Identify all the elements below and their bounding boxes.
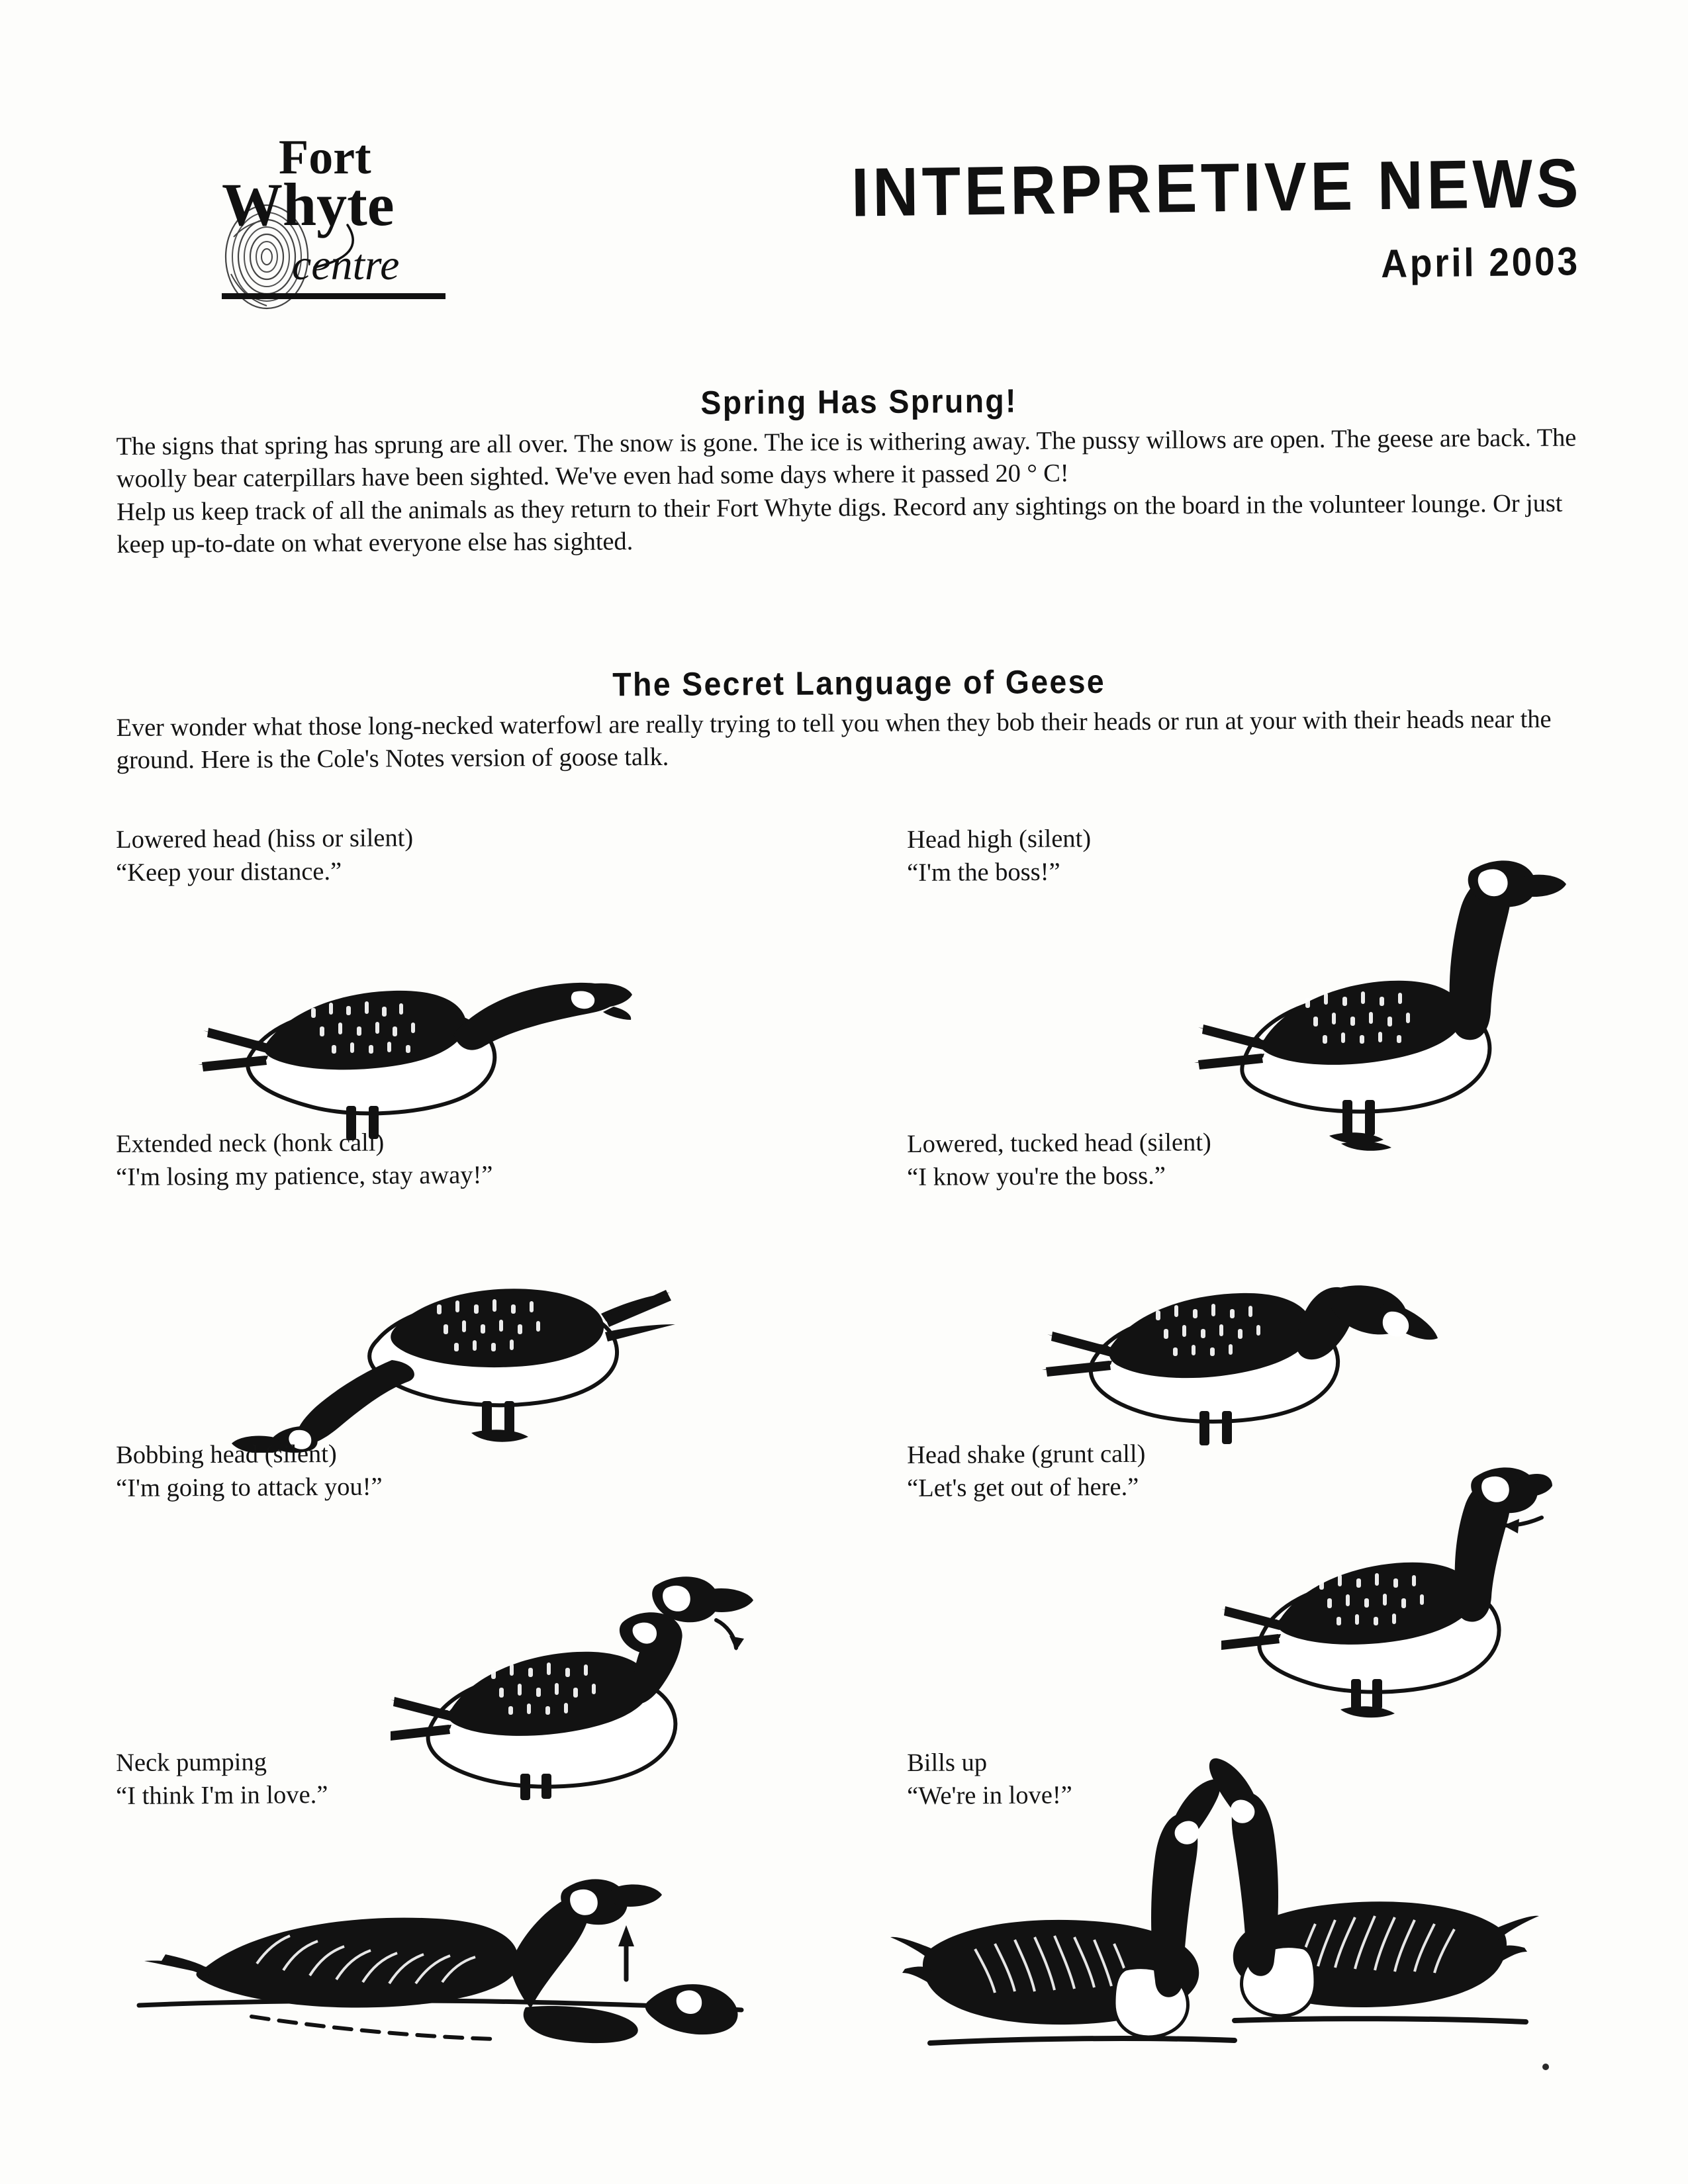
goose-tucked-head-illustration bbox=[1033, 1231, 1456, 1449]
section-secret-language-of-geese bbox=[116, 659, 1603, 776]
goose-extended-neck-illustration bbox=[218, 1234, 682, 1453]
behaviour-item-extended-neck bbox=[116, 1128, 492, 1194]
behaviour-item-head-shake bbox=[907, 1439, 1145, 1505]
behaviour-item-lowered-tucked-head bbox=[907, 1128, 1211, 1194]
behaviour-quote-lowered-tucked-head: “I know you're the boss.” bbox=[907, 1161, 1166, 1191]
section-spring-has-sprung bbox=[116, 378, 1603, 561]
behaviour-label-neck-pumping: Neck pumping bbox=[116, 1748, 267, 1777]
behaviour-item-lowered-head bbox=[116, 824, 413, 889]
svg-text:centre: centre bbox=[292, 241, 400, 289]
scan-speck bbox=[1542, 2064, 1549, 2070]
masthead bbox=[0, 113, 1688, 331]
section-heading-geese: The Secret Language of Geese bbox=[612, 662, 1106, 704]
svg-text:Whyte: Whyte bbox=[222, 171, 395, 238]
behaviour-label-lowered-head: Lowered head (hiss or silent) bbox=[116, 824, 414, 854]
behaviour-label-bobbing-head: Bobbing head (silent) bbox=[116, 1439, 337, 1469]
behaviour-quote-neck-pumping: “I think I'm in love.” bbox=[116, 1780, 328, 1810]
behaviour-item-head-high bbox=[907, 824, 1091, 889]
behaviour-item-bobbing-head bbox=[116, 1439, 383, 1505]
behaviour-quote-head-shake: “Let's get out of here.” bbox=[907, 1473, 1139, 1502]
svg-text:Fort: Fort bbox=[279, 130, 371, 185]
behaviour-quote-head-high: “I'm the boss!” bbox=[907, 858, 1060, 887]
paragraph-spring-signs: The signs that spring has sprung are all over. The snow is gone. The ice is withering away. The pussy willows are open. The geese are back. The woolly bear caterpillars have been sighted. We've even had some days where it passed 20 ° C! bbox=[116, 424, 1577, 493]
behaviour-label-lowered-tucked-head: Lowered, tucked head (silent) bbox=[907, 1128, 1211, 1158]
behaviour-label-extended-neck: Extended neck (honk call) bbox=[116, 1128, 385, 1158]
goose-neck-pumping-illustration bbox=[126, 1843, 748, 2108]
goose-bobbing-head-illustration bbox=[391, 1535, 761, 1800]
behaviour-label-head-shake: Head shake (grunt call) bbox=[907, 1439, 1146, 1469]
section-heading-spring: Spring Has Sprung! bbox=[700, 382, 1018, 422]
goose-behaviour-grid bbox=[0, 824, 1688, 2134]
issue-date: April 2003 bbox=[1380, 239, 1581, 286]
behaviour-label-bills-up: Bills up bbox=[907, 1749, 988, 1777]
goose-head-shake-illustration bbox=[1221, 1433, 1552, 1724]
fortwhyte-logo bbox=[149, 126, 493, 318]
behaviour-item-neck-pumping bbox=[116, 1747, 328, 1813]
behaviour-label-head-high: Head high (silent) bbox=[907, 825, 1092, 854]
paragraph-geese-intro: Ever wonder what those long-necked waterfowl are really trying to tell you when they bob their heads or run at your with their heads near the ground. Here is the Cole's Notes version of goose talk. bbox=[116, 705, 1552, 774]
behaviour-quote-extended-neck: “I'm losing my patience, stay away!” bbox=[116, 1161, 493, 1191]
paragraph-spring-tracking: Help us keep track of all the animals as they return to their Fort Whyte digs. Record any sightings on the board in the volunteer lounge. Or just keep up-to-date on what everyone else has sighted. bbox=[117, 490, 1563, 559]
goose-lowered-head-illustration bbox=[169, 923, 632, 1142]
page-title: INTERPRETIVE NEWS bbox=[851, 145, 1583, 232]
behaviour-quote-lowered-head: “Keep your distance.” bbox=[116, 857, 342, 887]
behaviour-quote-bills-up: “We're in love!” bbox=[907, 1781, 1072, 1810]
behaviour-quote-bobbing-head: “I'm going to attack you!” bbox=[116, 1473, 383, 1502]
goose-bills-up-pair-illustration bbox=[890, 1751, 1539, 2068]
goose-head-high-illustration bbox=[1172, 841, 1569, 1152]
